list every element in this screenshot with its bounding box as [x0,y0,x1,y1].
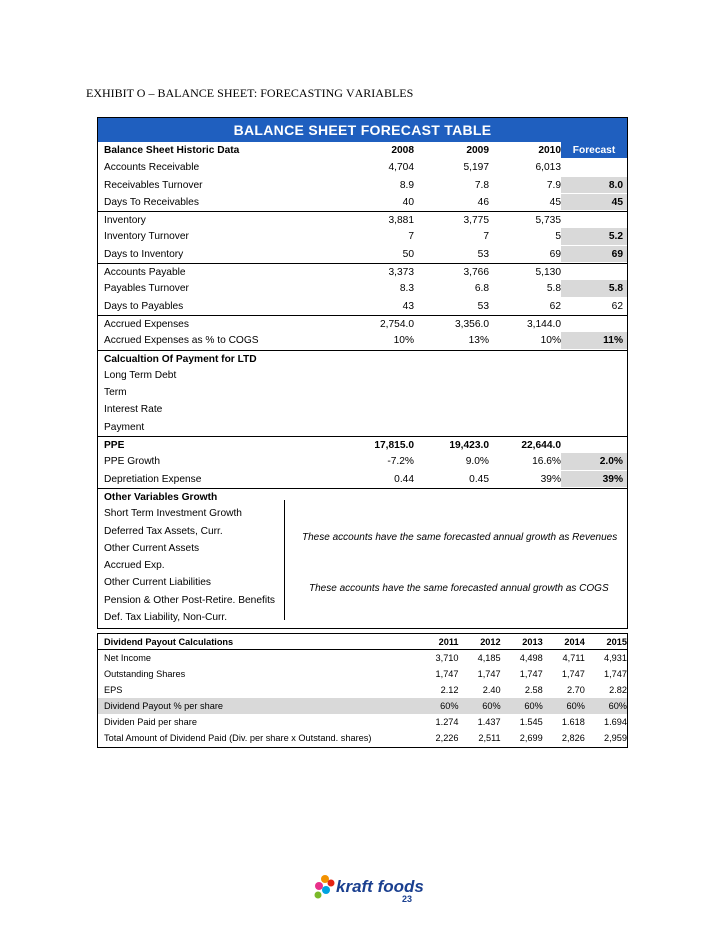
cell-2010: 3,144.0 [527,318,561,330]
cell-2010: 62 [549,300,561,312]
cell-forecast: 5.8 [561,280,627,296]
dividend-cell: 4,711 [562,653,585,663]
dividend-row [98,698,627,714]
cell-2010: 6,013 [535,162,561,174]
cell-2008 [329,351,414,366]
dividend-row-label: Net Income [104,653,151,663]
row-label: Other Current Assets [104,542,200,554]
cell-2010: 16.6% [532,456,561,468]
row-label: PPE Growth [104,456,161,468]
cell-2009 [414,489,489,504]
forecast-row [98,194,627,211]
forecast-row [98,557,627,574]
cell-2008 [329,557,414,573]
cell-2009: 46 [477,196,489,208]
cell-forecast: 5.2 [561,228,627,244]
forecast-row [98,315,627,332]
forecast-row [98,280,627,297]
cell-2010 [489,609,561,625]
forecast-row [98,384,627,401]
forecast-row [98,228,627,245]
row-label: Def. Tax Liability, Non-Curr. [104,612,228,624]
row-label: Other Current Liabilities [104,577,212,589]
dividend-cell: 2,226 [435,733,459,743]
cell-forecast [561,159,627,175]
row-label: Inventory [104,215,146,227]
dividend-cell: 2,959 [603,733,627,743]
dividend-cell: 2.40 [482,685,501,695]
forecast-row [98,488,627,505]
row-label: PPE [104,440,125,452]
cell-2009: 3,766 [463,267,489,279]
dividend-cell: 1,747 [519,669,543,679]
forecast-row [98,246,627,263]
row-label: Deferred Tax Assets, Curr. [104,525,223,537]
forecast-row [98,367,627,384]
cell-2010 [489,557,561,573]
dividend-year: 2015 [606,637,627,647]
row-label: Payment [104,421,145,433]
cell-2009: 53 [477,248,489,260]
forecast-row [98,211,627,228]
cell-2008: 43 [402,300,414,312]
cell-2009 [414,351,489,366]
cell-forecast [561,367,627,383]
cell-2010 [489,401,561,417]
cell-2008: 0.44 [394,473,414,485]
cell-forecast: 69 [561,246,627,262]
dividend-cell: 60% [524,701,543,711]
dividend-header-label: Dividend Payout Calculations [104,637,234,647]
dividend-cell: 2.70 [566,685,585,695]
cell-forecast [561,351,627,366]
forecast-row [98,453,627,470]
cell-2010: 69 [549,248,561,260]
forecast-table-title: BALANCE SHEET FORECAST TABLE [98,118,627,142]
balance-sheet-forecast-table [97,117,628,629]
cell-2009 [414,419,489,435]
cell-2010: 5 [555,231,561,243]
cell-forecast [561,401,627,417]
header-2008: 2008 [391,145,414,156]
cell-2008 [329,489,414,504]
cell-2008: 7 [408,231,414,243]
cell-forecast: 2.0% [561,453,627,469]
dividend-cell: 60% [482,701,501,711]
dividend-cell: 1.437 [477,717,501,727]
cell-2010: 10% [540,335,561,347]
cell-forecast: 39% [561,471,627,487]
row-label: Short Term Investment Growth [104,508,242,520]
forecast-row [98,159,627,176]
dividend-cell: 4,185 [477,653,501,663]
row-label: Days to Payables [104,300,184,312]
dividend-row [98,682,627,698]
row-label: Days To Receivables [104,196,199,208]
forecast-row [98,263,627,280]
cell-2008: 50 [402,248,414,260]
cell-2009 [414,609,489,625]
cell-2009 [414,557,489,573]
row-label: Accounts Payable [104,267,186,279]
cell-2008: -7.2% [387,456,414,468]
divider-line [284,500,285,620]
forecast-row [98,332,627,349]
dividend-cell: 1.694 [603,717,627,727]
cell-forecast [561,609,627,625]
row-label: Interest Rate [104,404,163,416]
row-label: Days to Inventory [104,248,184,260]
row-label: Calcualtion Of Payment for LTD [104,353,257,365]
cell-2009: 53 [477,300,489,312]
cell-2008 [329,609,414,625]
cell-2009: 3,356.0 [455,318,489,330]
cell-2010: 5.8 [546,283,561,295]
cell-2009: 13% [468,335,489,347]
dividend-cell: 4,931 [603,653,627,663]
cell-forecast [561,592,627,608]
forecast-row [98,592,627,609]
dividend-cell: 60% [608,701,627,711]
cell-2009 [414,592,489,608]
row-label: Inventory Turnover [104,231,189,243]
dividend-cell: 2,699 [519,733,543,743]
cell-2009: 5,197 [463,162,489,174]
header-forecast: Forecast 2011 - 2115 [561,142,627,158]
cell-forecast: 45 [561,194,627,210]
cell-2008: 17,815.0 [374,440,414,452]
row-label: Accrued Expenses [104,318,189,330]
cell-2008: 8.3 [399,283,414,295]
dividend-row [98,650,627,666]
cell-2010 [489,419,561,435]
cell-2009 [414,384,489,400]
cell-2010: 45 [549,196,561,208]
dividend-cell: 2.58 [524,685,543,695]
dividend-cell: 2,511 [478,733,501,743]
note-revenues: These accounts have the same forecasted annual growth as Revenues [302,532,618,543]
dividend-table-body [98,650,627,746]
cell-2009 [414,401,489,417]
dividend-year: 2012 [480,637,501,647]
row-label: Accounts Receivable [104,162,200,174]
header-2010: 2010 [538,145,561,156]
cell-2010 [489,592,561,608]
dividend-cell: 2.82 [609,685,627,695]
cell-2009: 7 [483,231,489,243]
row-label: Accrued Expenses as % to COGS [104,335,259,347]
dividend-row-label: Dividend Payout % per share [104,701,223,711]
forecast-row [98,419,627,436]
header-2009: 2009 [466,145,489,156]
cell-2009 [414,505,489,521]
cell-2008 [329,384,414,400]
page-number: 23 [402,894,413,904]
dividend-cell: 3,710 [435,653,459,663]
dividend-cell: 1,747 [477,669,501,679]
dividend-cell: 1,747 [603,669,627,679]
cell-forecast [561,212,627,227]
dividend-cell: 1.545 [519,717,543,727]
cell-2010: 22,644.0 [521,440,561,452]
forecast-row [98,350,627,367]
cell-forecast [561,437,627,452]
dividend-header-row [98,634,627,650]
cell-forecast [561,264,627,279]
cell-forecast [561,384,627,400]
dividend-cell: 2,826 [561,733,585,743]
cell-2009: 0.45 [469,473,489,485]
cell-2010 [489,384,561,400]
dividend-cell: 60% [566,701,585,711]
cell-forecast [561,557,627,573]
row-label: Receivables Turnover [104,179,203,191]
dividend-year: 2013 [522,637,543,647]
forecast-row [98,436,627,453]
dividend-cell: 60% [440,701,459,711]
dividend-cell: 1,747 [561,669,585,679]
dividend-row [98,666,627,682]
forecast-table-body [98,159,627,626]
forecast-row [98,177,627,194]
dividend-row-label: Total Amount of Dividend Paid (Div. per share x Outstand. shares) [104,733,372,743]
row-label: Long Term Debt [104,369,177,381]
cell-2009: 3,775 [463,215,489,227]
dividend-row [98,730,627,746]
dividend-cell: 1.274 [435,717,459,727]
cell-2010: 39% [540,473,561,485]
cell-2008: 4,704 [388,162,414,174]
cell-forecast [561,505,627,521]
logo-text: kraft foods [336,877,424,896]
dividend-year: 2014 [564,637,585,647]
cell-forecast [561,419,627,435]
cell-2010 [489,489,561,504]
cell-2009: 19,423.0 [449,440,489,452]
cell-2009: 7.8 [474,179,489,191]
dividend-row-label: Outstanding Shares [104,669,186,679]
cell-2008: 8.9 [399,179,414,191]
dividend-cell: 1,747 [435,669,459,679]
cell-2008: 2,754.0 [380,318,414,330]
dividend-cell: 4,498 [519,653,543,663]
forecast-row [98,609,627,626]
cell-forecast: 62 [611,300,623,312]
cell-2010: 7.9 [546,179,561,191]
cell-2009 [414,367,489,383]
cell-2010 [489,505,561,521]
cell-2008 [329,592,414,608]
cell-forecast [561,489,627,504]
header-label: Balance Sheet Historic Data [104,145,240,156]
cell-2009: 6.8 [474,283,489,295]
row-label: Pension & Other Post-Retire. Benefits [104,594,276,606]
dividend-cell: 1.618 [561,717,585,727]
cell-2009: 9.0% [465,456,489,468]
cell-2008: 10% [393,335,414,347]
cell-2008 [329,505,414,521]
dividend-year: 2011 [438,637,459,647]
dividend-row [98,714,627,730]
cell-forecast [561,316,627,331]
cell-2008 [329,367,414,383]
exhibit-title: EXHIBIT O – BALANCE SHEET: FORECASTING VARIABLES [86,86,414,100]
row-label: Accrued Exp. [104,560,165,572]
forecast-row [98,471,627,488]
cell-2010: 5,735 [535,215,561,227]
dividend-row-label: EPS [104,685,123,695]
cell-2008 [329,401,414,417]
forecast-row [98,401,627,418]
cell-forecast: 11% [561,332,627,348]
dividend-cell: 2.12 [440,685,459,695]
cell-2010: 5,130 [535,267,561,279]
cell-2008 [329,419,414,435]
cell-2010 [489,351,561,366]
cell-2010 [489,367,561,383]
cell-forecast: 8.0 [561,177,627,193]
row-label: Payables Turnover [104,283,189,295]
cell-2008: 40 [402,196,414,208]
row-label: Depretiation Expense [104,473,202,485]
dividend-payout-table [97,633,628,748]
row-label: Other Variables Growth [104,491,218,503]
row-label: Term [104,387,127,399]
cell-2008: 3,373 [388,267,414,279]
dividend-row-label: Dividen Paid per share [104,717,197,727]
kraft-foods-logo [310,868,430,908]
cell-2008: 3,881 [388,215,414,227]
forecast-row [98,298,627,315]
note-cogs: These accounts have the same forecasted annual growth as COGS [309,583,609,594]
flower-icon [310,868,430,908]
forecast-row [98,505,627,522]
